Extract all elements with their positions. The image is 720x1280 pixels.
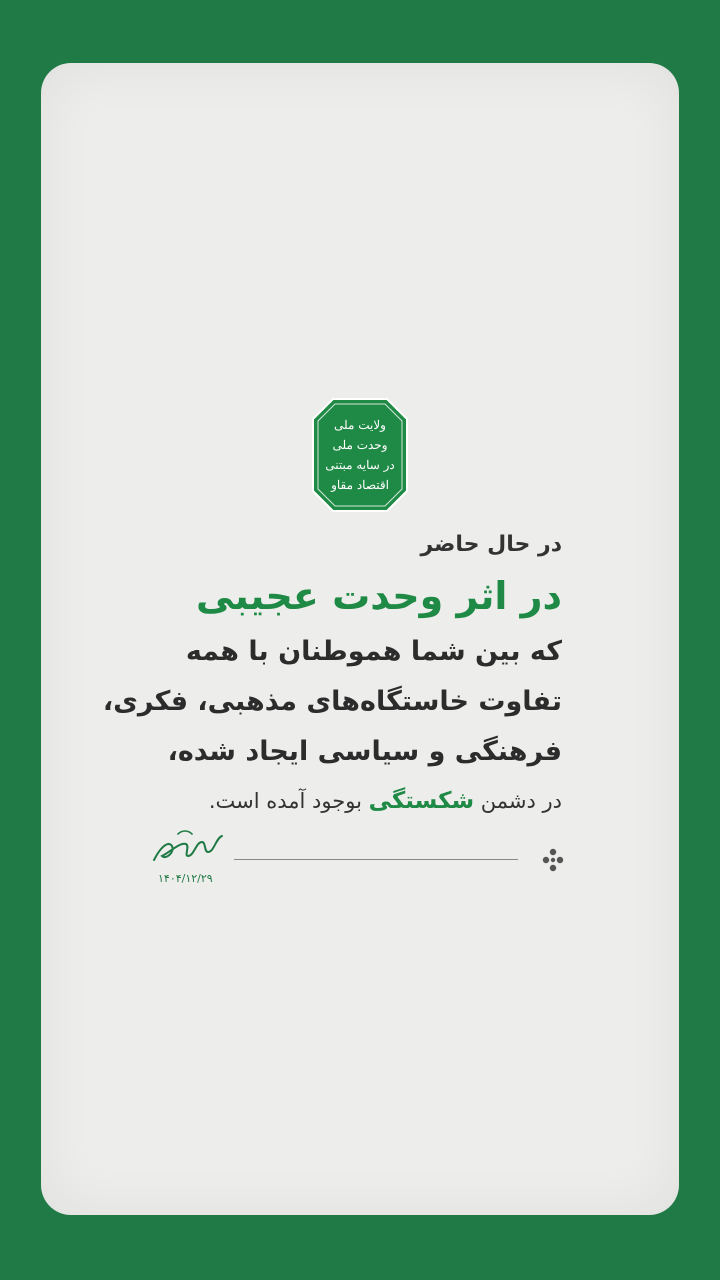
emblem-line-1: ولایت ملی [334, 418, 386, 432]
khamenei-logo-icon [539, 846, 567, 874]
quote-line-2: تفاوت خاستگاه‌های مذهبی، فکری، [102, 686, 562, 717]
divider-line [234, 859, 518, 860]
quote-line-1: که بین شما هموطنان با همه [185, 636, 562, 667]
quote-intro: در حال حاضر [420, 532, 562, 557]
emblem-line-3: در سایه مبتنی [325, 458, 395, 472]
signature-date: ۱۴۰۴/۱۲/۲۹ [158, 872, 213, 885]
quote-line-4-after: بوجود آمده است. [208, 789, 362, 813]
quote-headline: در اثر وحدت عجیبی [196, 574, 562, 618]
emblem-line-4: اقتصاد مقاو [331, 478, 389, 492]
emblem-line-2: وحدت ملی [332, 438, 388, 452]
emblem-badge-icon [311, 397, 409, 513]
quote-line-3: فرهنگی و سیاسی ایجاد شده، [167, 736, 562, 767]
signature-icon [150, 826, 228, 874]
quote-line-4-accent: شکستگی [368, 788, 475, 814]
quote-line-4 [142, 788, 562, 814]
quote-line-4-before: در دشمن [480, 789, 562, 813]
